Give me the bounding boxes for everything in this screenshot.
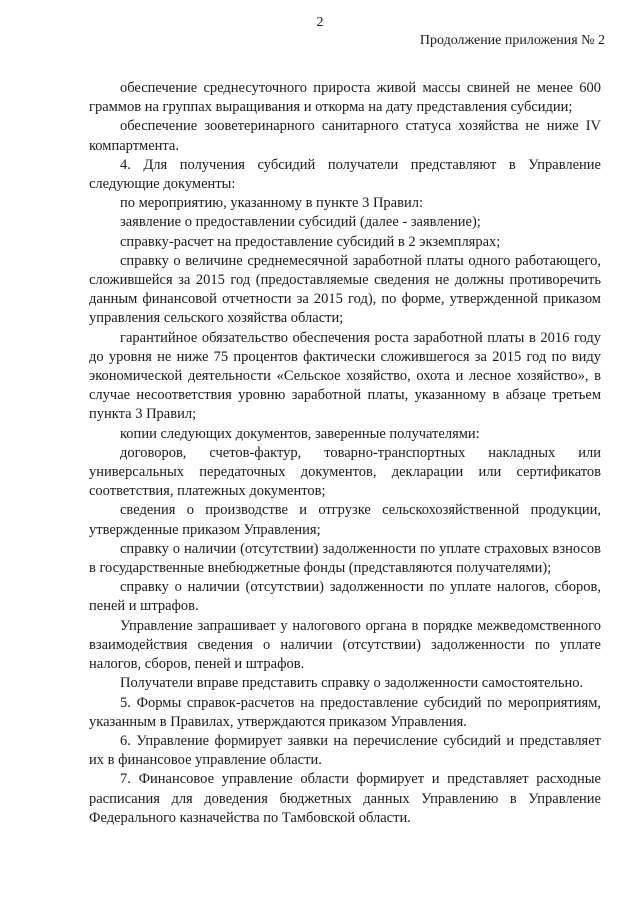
- appendix-continuation-note: Продолжение приложения № 2: [419, 33, 605, 48]
- paragraph: обеспечение зооветеринарного санитарного статуса хозяйства не ниже IV компартмента.: [89, 118, 601, 154]
- paragraph: копии следующих документов, заверенные получателями:: [120, 425, 480, 442]
- paragraph: справку о наличии (отсутствии) задолженности по уплате страховых взносов в государственные внебюджетные фонды (представляются получателями);: [89, 540, 601, 577]
- paragraph: Управление запрашивает у налогового органа в порядке межведомственного взаимодействия сведения о наличии (отсутствии) задолженности по уплате налогов, сборов, пеней и штрафов.: [89, 617, 601, 673]
- page-number: 2: [316, 15, 324, 30]
- paragraph: справку о наличии (отсутствии) задолженности по уплате налогов, сборов, пеней и штрафов.: [89, 579, 601, 615]
- paragraph: сведения о производстве и отгрузке сельскохозяйственной продукции, утвержденные приказом Управления;: [89, 502, 601, 538]
- paragraph: 6. Управление формирует заявки на перечисление субсидий и представляет их в финансовое управление области.: [89, 732, 601, 769]
- paragraph: 4. Для получения субсидий получатели представляют в Управление следующие документы:: [89, 156, 601, 193]
- paragraph: заявление о предоставлении субсидий (далее - заявление);: [120, 214, 481, 231]
- paragraph: договоров, счетов-фактур, товарно-транспортных накладных или универсальных передаточных документов, декларации или сертификатов соответствия, платежных документов;: [89, 444, 601, 500]
- paragraph: 5. Формы справок-расчетов на предоставление субсидий по мероприятиям, указанным в Правилах, утверждаются приказом Управления.: [89, 694, 601, 730]
- document-body: [89, 79, 601, 828]
- paragraph: справку о величине среднемесячной заработной платы одного работающего, сложившейся за 2015 год (предоставляемые сведения не должны противоречить данным финансовой отчетности за 2015 год), по форме, утвержденной приказом управления сельского хозяйства области;: [89, 252, 601, 327]
- paragraph: Получатели вправе представить справку о задолженности самостоятельно.: [120, 675, 584, 692]
- paragraph: 7. Финансовое управление области формирует и представляет расходные расписания для доведения бюджетных данных Управлению в Управление Федерального казначейства по Тамбовской области.: [89, 771, 601, 826]
- paragraph: обеспечение среднесуточного прироста живой массы свиней не менее 600 граммов на группах выращивания и откорма на дату представления субсидии;: [89, 80, 601, 116]
- paragraph: по мероприятию, указанному в пункте 3 Правил:: [120, 195, 423, 212]
- paragraph: гарантийное обязательство обеспечения роста заработной платы в 2016 году до уровня не ниже 75 процентов фактически сложившегося за 2015 год по виду экономической деятельности «Сельское хозяйство, охота и лесное хозяйство», в случае несоответствия уровню заработной платы, указанному в абзаце третьем пункта 3 Правил;: [89, 329, 601, 423]
- paragraph: справку-расчет на предоставление субсидий в 2 экземплярах;: [120, 233, 501, 250]
